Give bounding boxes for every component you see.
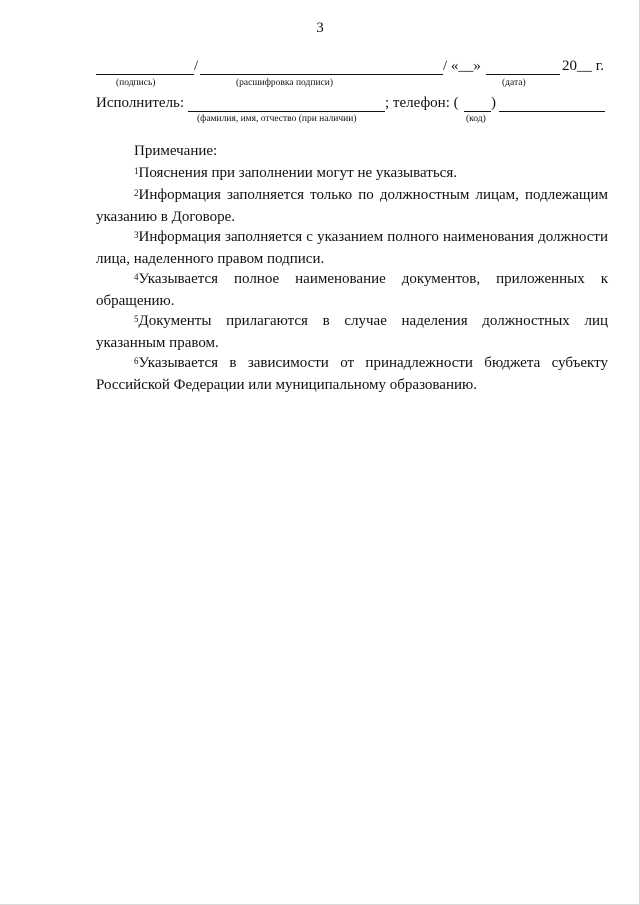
decoding-underline [200, 74, 443, 75]
footnote-mark: 3 [134, 230, 139, 240]
footnote-mark: 6 [134, 356, 139, 366]
caption-code: (код) [466, 114, 486, 124]
note-3 [96, 226, 608, 270]
footnote-mark: 4 [134, 272, 139, 282]
footnote-mark: 2 [134, 188, 139, 198]
notes-heading: Примечание: [134, 143, 218, 159]
note-4 [96, 268, 608, 312]
note-text: Информация заполняется с указанием полного наименования должности лица, наделенного правом подписи. [96, 229, 608, 267]
note-2 [96, 184, 608, 228]
phone-code-underline [464, 111, 491, 112]
caption-name: (фамилия, имя, отчество (при наличии) [197, 114, 357, 124]
note-text: Пояснения при заполнении могут не указываться. [138, 165, 457, 181]
note-text: Указывается в зависимости от принадлежности бюджета субъекту Российской Федерации или муниципальному образованию. [96, 355, 608, 393]
phone-close: ) [491, 95, 496, 111]
caption-signature: (подпись) [116, 78, 156, 88]
date-open: / «__» [443, 58, 481, 74]
note-text: Информация заполняется только по должностным лицам, подлежащим указанию в Договоре. [96, 187, 608, 225]
caption-decoding: (расшифровка подписи) [236, 78, 333, 88]
executor-name-underline [188, 111, 385, 112]
footnote-mark: 1 [134, 166, 139, 176]
note-text: Указывается полное наименование документов, приложенных к обращению. [96, 271, 608, 309]
executor-label: Исполнитель: [96, 95, 185, 111]
signature-underline [96, 74, 194, 75]
footnote-mark: 5 [134, 314, 139, 324]
year-text: 20__ г. [562, 58, 604, 74]
signature-separator: / [194, 58, 199, 74]
note-1 [96, 162, 608, 184]
note-text: Документы прилагаются в случае наделения должностных лиц указанным правом. [96, 313, 608, 351]
page-number: 3 [316, 20, 324, 36]
phone-number-underline [499, 111, 605, 112]
caption-date: (дата) [502, 78, 526, 88]
note-5 [96, 310, 608, 354]
note-6 [96, 352, 608, 396]
date-underline [486, 74, 560, 75]
phone-label: ; телефон: ( [385, 95, 459, 111]
